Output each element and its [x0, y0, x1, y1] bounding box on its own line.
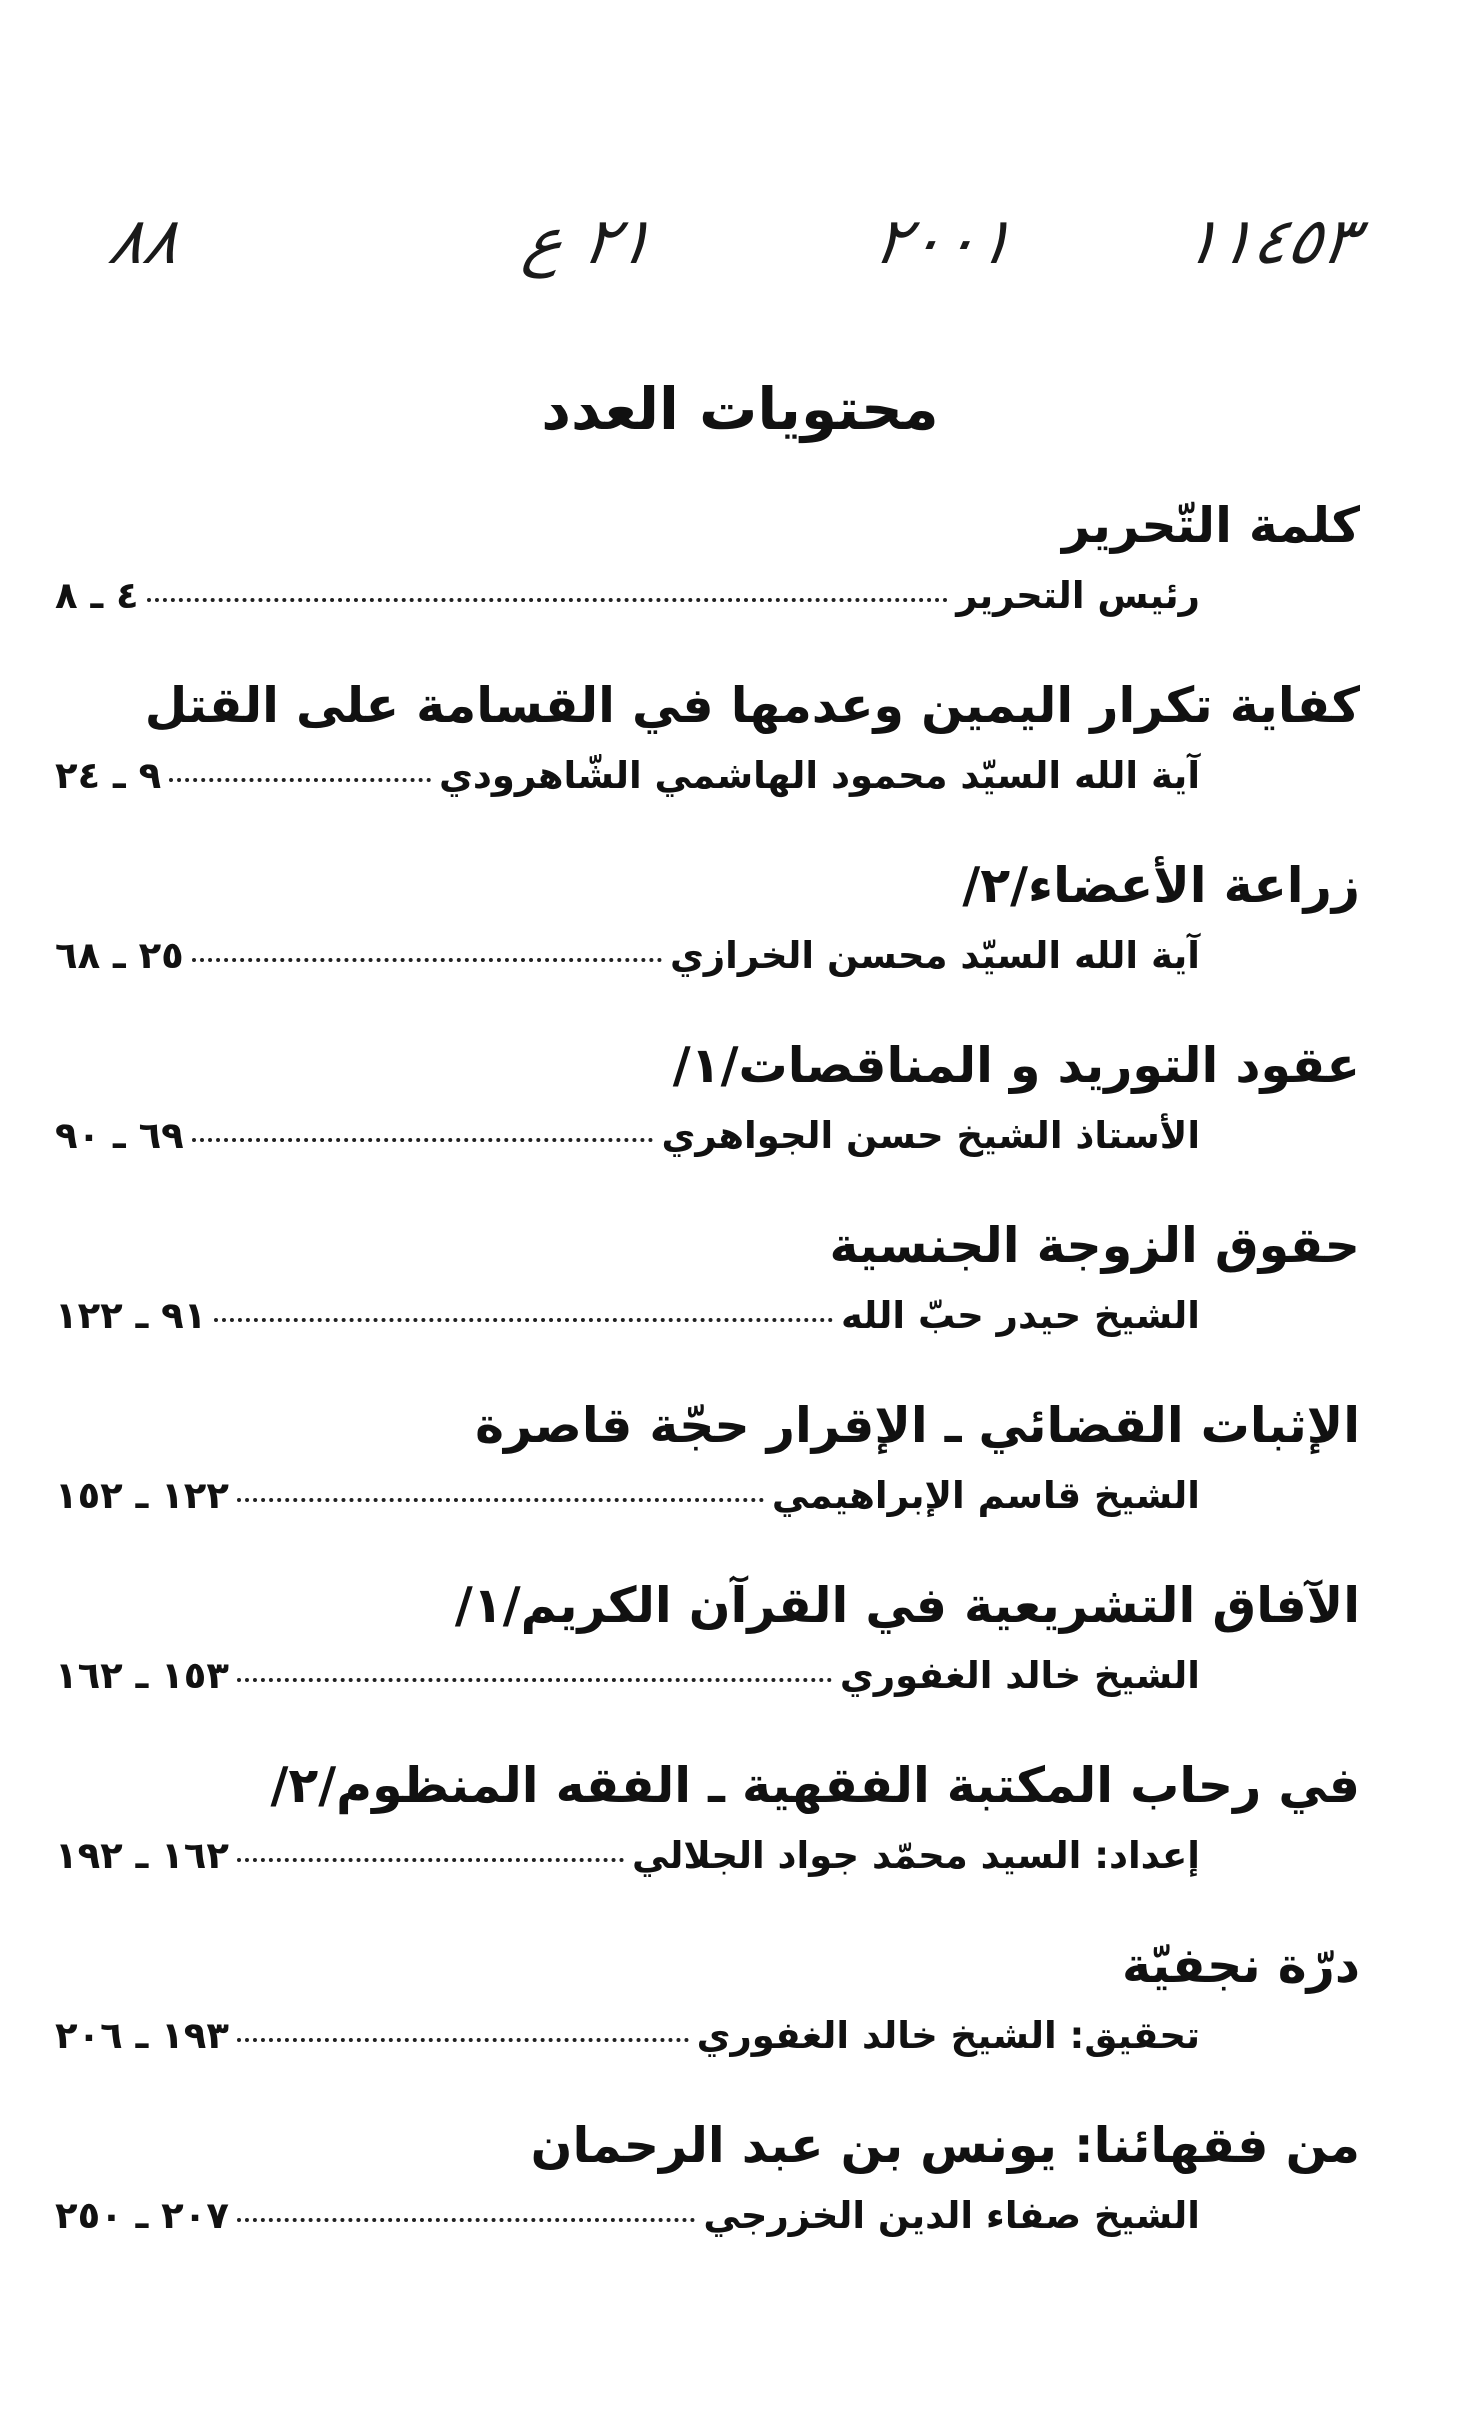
handwritten-note: ٢٠٠١	[868, 205, 1020, 279]
article-title: الإثبات القضائي ـ الإقرار حجّة قاصرة	[475, 1397, 1360, 1454]
article-author: تحقيق: الشيخ خالد الغفوري	[696, 2014, 1200, 2057]
toc-article	[55, 2110, 1360, 2290]
page-range: ٩١ ـ ١٢٢	[55, 1294, 207, 1337]
page-range: ١٥٣ ـ ١٦٢	[55, 1654, 229, 1697]
handwritten-note: ٨٨	[103, 205, 186, 279]
article-title: عقود التوريد و المناقصات/١/	[672, 1037, 1360, 1094]
dot-leader	[214, 1318, 833, 1322]
toc-article	[55, 1030, 1360, 1210]
article-author: آية الله السيّد محسن الخرازي	[669, 934, 1200, 977]
toc-entry	[55, 1282, 1200, 1390]
article-title: الآفاق التشريعية في القرآن الكريم/١/	[454, 1577, 1360, 1634]
toc-entry	[55, 1462, 1200, 1570]
page-range: ١٦٢ ـ ١٩٢	[55, 1834, 229, 1877]
article-title: درّة نجفيّة	[1121, 1937, 1360, 1994]
page-range: ٤ ـ ٨	[55, 574, 139, 617]
handwritten-note: ١١٤٥٣	[1178, 205, 1364, 279]
toc-entry	[55, 1102, 1200, 1210]
article-author: آية الله السيّد محمود الهاشمي الشّاهرودي	[438, 754, 1200, 797]
dot-leader	[237, 2218, 695, 2222]
article-author: رئيس التحرير	[956, 574, 1200, 617]
toc-article	[55, 1390, 1360, 1570]
toc-article	[55, 850, 1360, 1030]
page-range: ٩ ـ ٢٤	[55, 754, 162, 797]
page-title: محتويات العدد	[541, 375, 939, 443]
article-title: زراعة الأعضاء/٢/	[962, 857, 1360, 914]
article-author: الشيخ قاسم الإبراهيمي	[771, 1474, 1200, 1517]
table-of-contents	[55, 490, 1360, 2290]
article-title: حقوق الزوجة الجنسية	[829, 1217, 1360, 1274]
toc-entry	[55, 1642, 1200, 1750]
handwritten-note: ٢١ ع	[518, 205, 659, 279]
toc-entry	[55, 922, 1200, 1030]
page-range: ١٩٣ ـ ٢٠٦	[55, 2014, 229, 2057]
toc-article	[55, 1930, 1360, 2110]
article-title: من فقهائنا: يونس بن عبد الرحمان	[530, 2117, 1360, 2174]
dot-leader	[192, 1138, 654, 1142]
article-title: في رحاب المكتبة الفقهية ـ الفقه المنظوم/٢/	[270, 1757, 1360, 1814]
article-title: كلمة التّحرير	[1062, 497, 1360, 554]
dot-leader	[237, 1678, 832, 1682]
toc-entry	[55, 2182, 1200, 2290]
dot-leader	[237, 1498, 764, 1502]
article-author: الأستاذ الشيخ حسن الجواهري	[661, 1114, 1200, 1157]
article-author: الشيخ خالد الغفوري	[839, 1654, 1200, 1697]
dot-leader	[147, 598, 949, 602]
page-range: ٢٥ ـ ٦٨	[55, 934, 184, 977]
article-author: الشيخ حيدر حبّ الله	[840, 1294, 1200, 1337]
toc-article	[55, 670, 1360, 850]
toc-entry	[55, 562, 1200, 670]
toc-entry	[55, 1822, 1200, 1930]
article-author: إعداد: السيد محمّد جواد الجلالي	[632, 1834, 1200, 1877]
dot-leader	[237, 1858, 624, 1862]
dot-leader	[192, 958, 662, 962]
page-range: ٦٩ ـ ٩٠	[55, 1114, 184, 1157]
toc-entry	[55, 742, 1200, 850]
page-range: ١٢٢ ـ ١٥٢	[55, 1474, 229, 1517]
article-author: الشيخ صفاء الدين الخزرجي	[703, 2194, 1200, 2237]
toc-entry	[55, 2002, 1200, 2110]
article-title: كفاية تكرار اليمين وعدمها في القسامة على القتل	[144, 677, 1360, 734]
dot-leader	[237, 2038, 689, 2042]
toc-article	[55, 1210, 1360, 1390]
toc-article	[55, 490, 1360, 670]
toc-article	[55, 1750, 1360, 1930]
dot-leader	[169, 778, 431, 782]
toc-article	[55, 1570, 1360, 1750]
page-range: ٢٠٧ ـ ٢٥٠	[55, 2194, 229, 2237]
